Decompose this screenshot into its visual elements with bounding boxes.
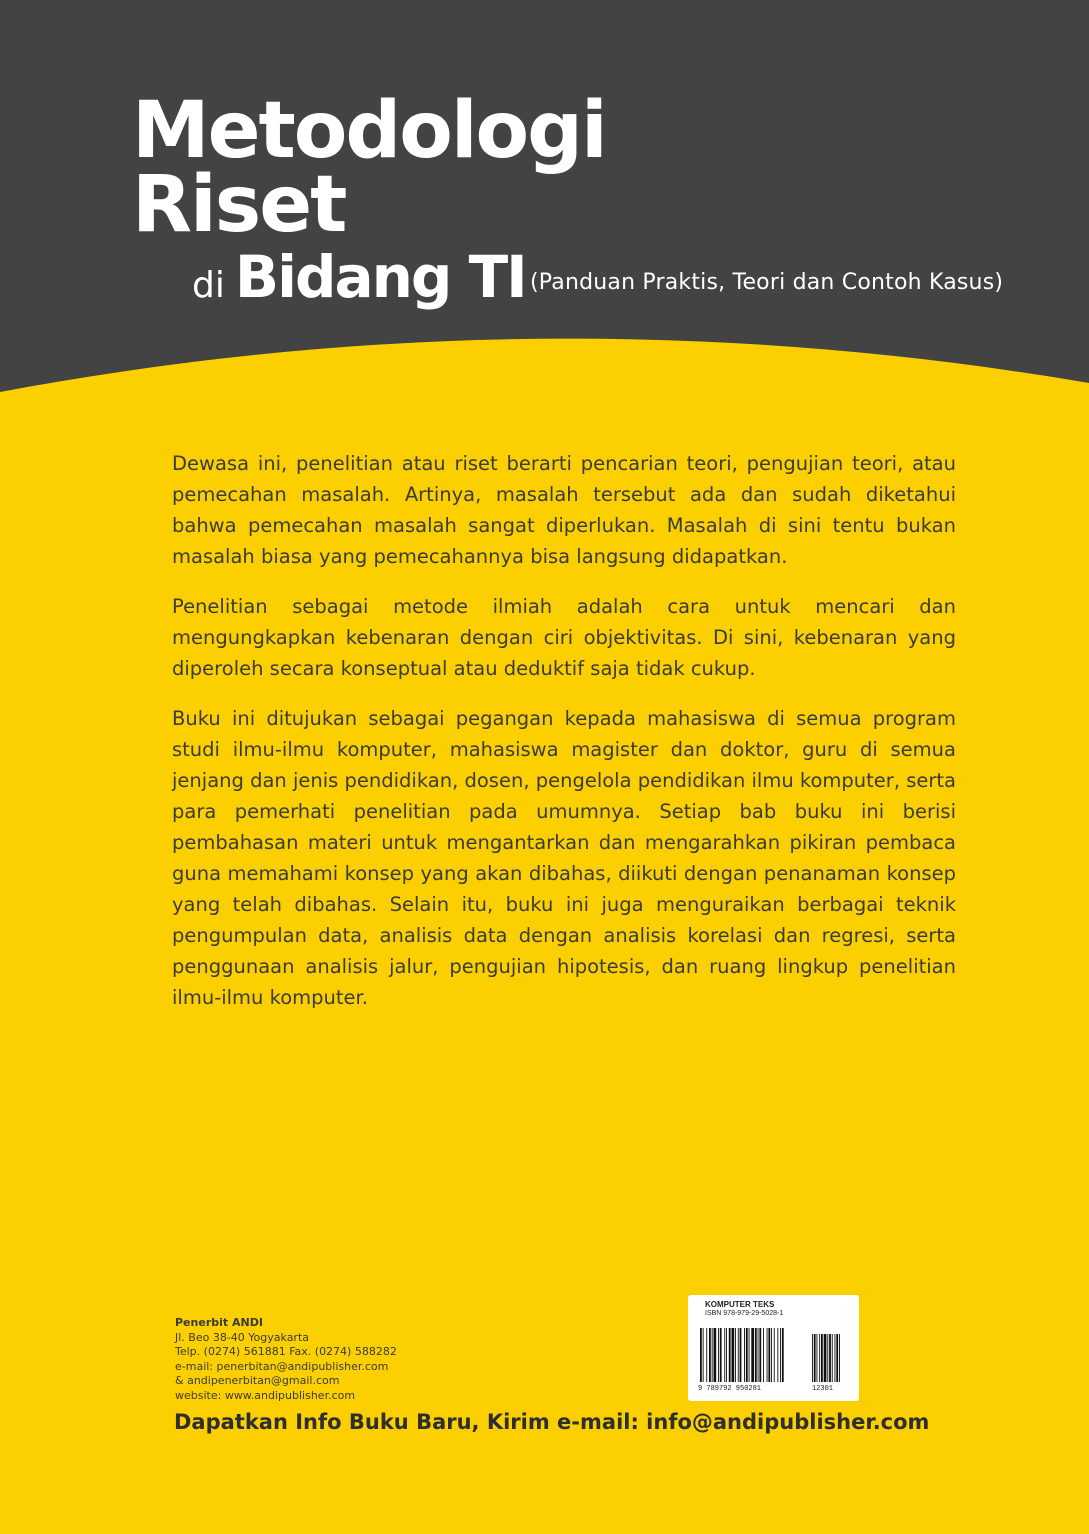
blurb-paragraph: Buku ini ditujukan sebagai pegangan kepada mahasiswa di semua program studi ilmu-ilmu komputer, mahasiswa magister dan doktor, guru di semua jenjang dan jenis pendidikan, dosen, pengelola pendidikan ilmu komputer, serta para pemerhati penelitian pada umumnya. Setiap bab buku ini berisi pembahasan materi untuk mengantarkan dan mengarahkan pikiran pembaca guna memahami konsep yang akan dibahas, diikuti dengan penanaman konsep yang telah dibahas. Selain itu, buku ini juga menguraikan berbagai teknik pengumpulan data, analisis data dengan analisis korelasi dan regresi, serta penggunaan analisis jalur, pengujian hipotesis, dan ruang lingkup penelitian ilmu-ilmu komputer.: [172, 707, 956, 1009]
title-line-1: Metodologi: [132, 86, 606, 176]
back-cover-blurb: [172, 448, 956, 1032]
isbn-barcode: [688, 1295, 859, 1401]
publisher-website: website: www.andipublisher.com: [175, 1388, 356, 1402]
barcode-isbn: ISBN 978-979-29-5028-1: [705, 1310, 784, 1317]
publisher-info: [175, 1316, 397, 1403]
publisher-phone: Telp. (0274) 561881 Fax. (0274) 588282: [175, 1345, 397, 1358]
publisher-address: Jl. Beo 38-40 Yogyakarta: [175, 1330, 310, 1344]
barcode-digits: 9 789792 950281: [698, 1385, 762, 1393]
blurb-paragraph: Dewasa ini, penelitian atau riset berarti pencarian teori, pengujian teori, atau pemecahan masalah. Artinya, masalah tersebut ada dan sudah diketahui bahwa pemecahan masalah sangat diperlukan. Masalah di sini tentu bukan masalah biasa yang pemecahannya bisa langsung didapatkan.: [172, 452, 956, 568]
title-line-2: Riset: [132, 160, 346, 250]
publisher-email-alt: & andipenerbitan@gmail.com: [175, 1374, 340, 1387]
footer-info: Dapatkan Info Buku Baru, Kirim e-mail: info@andipublisher.com: [174, 1410, 930, 1434]
publisher-email: e-mail: penerbitan@andipublisher.com: [175, 1359, 389, 1373]
title-prefix: di: [192, 265, 225, 306]
title-line-3: [192, 243, 526, 311]
publisher-name: Penerbit ANDI: [175, 1316, 263, 1329]
title-main: Bidang TI: [234, 243, 526, 311]
barcode-addon-digits: 12301: [812, 1385, 834, 1393]
book-subtitle: (Panduan Praktis, Teori dan Contoh Kasus): [530, 270, 1004, 295]
blurb-paragraph: Penelitian sebagai metode ilmiah adalah cara untuk mencari dan mengungkapkan kebenaran dengan ciri objektivitas. Di sini, kebenaran yang diperoleh secara konseptual atau deduktif saja tidak cukup.: [172, 595, 956, 680]
barcode-category: KOMPUTER TEKS: [705, 1300, 775, 1309]
barcode-bars-icon: [700, 1328, 850, 1384]
